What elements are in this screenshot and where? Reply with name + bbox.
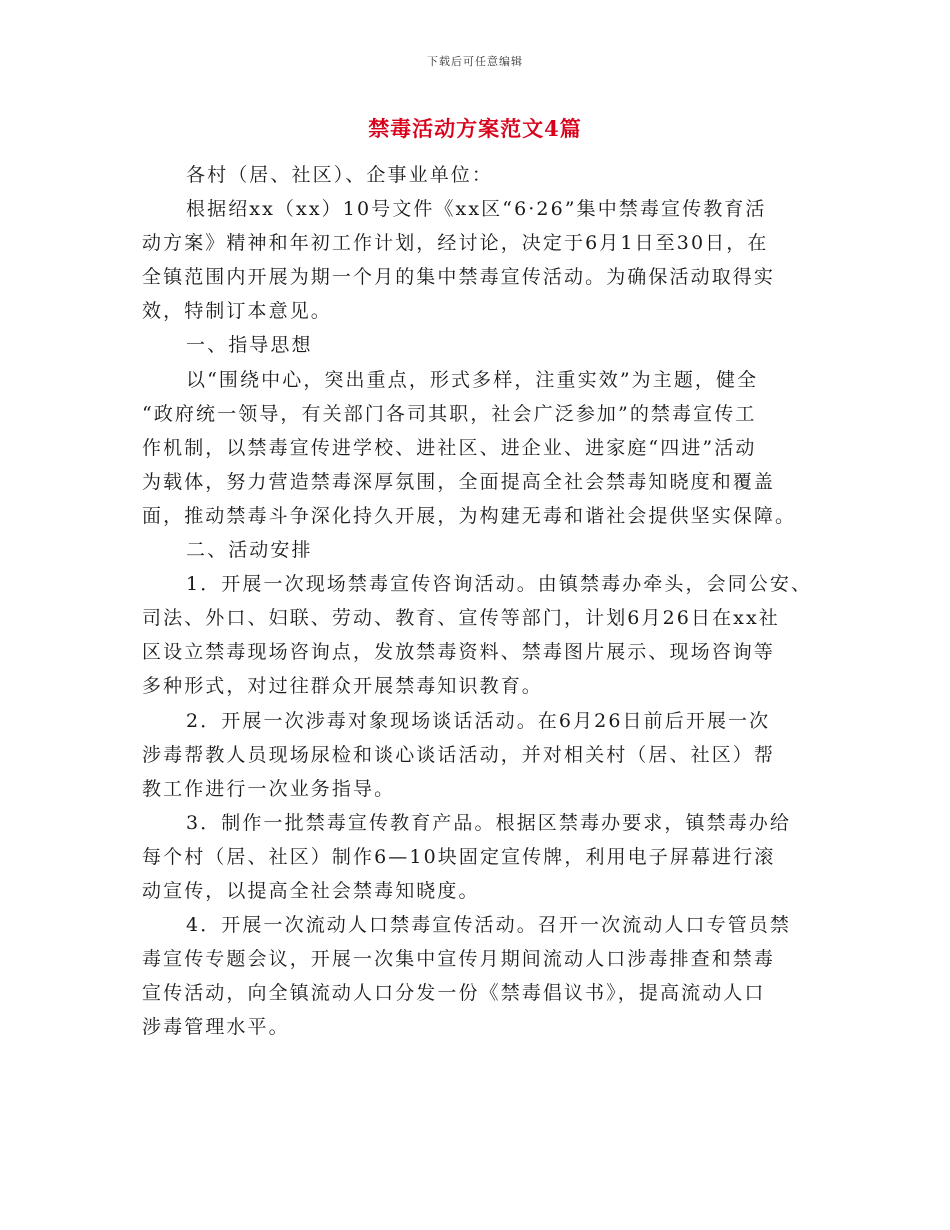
text-line: 涉毒帮教人员现场尿检和谈心谈话活动，并对相关村（居、社区）帮 bbox=[142, 743, 776, 766]
text-line: “政府统一领导，有关部门各司其职，社会广泛参加”的禁毒宣传工 bbox=[142, 402, 757, 425]
text-line: 动宣传，以提高全社会禁毒知晓度。 bbox=[142, 879, 480, 902]
text-line: 多种形式，对过往群众开展禁毒知识教育。 bbox=[142, 675, 543, 698]
text-line: 涉毒管理水平。 bbox=[142, 1016, 290, 1039]
text-line: 二、活动安排 bbox=[186, 539, 313, 562]
text-line: 教工作进行一次业务指导。 bbox=[142, 777, 396, 800]
text-line: 动方案》精神和年初工作计划，经讨论，决定于6月1日至30日，在 bbox=[142, 232, 769, 255]
header-note: 下载后可任意编辑 bbox=[427, 55, 523, 68]
text-line: 2．开展一次涉毒对象现场谈话活动。在6月26日前后开展一次 bbox=[186, 709, 771, 732]
text-line: 各村（居、社区）、企事业单位： bbox=[186, 164, 494, 186]
text-line: 为载体，努力营造禁毒深厚氛围，全面提高全社会禁毒知晓度和覆盖 bbox=[142, 470, 776, 493]
text-line: 1．开展一次现场禁毒宣传咨询活动。由镇禁毒办牵头，会同公安、 bbox=[186, 573, 813, 596]
text-line: 3．制作一批禁毒宣传教育产品。根据区禁毒办要求，镇禁毒办给 bbox=[186, 811, 791, 834]
text-line: 作机制，以禁毒宣传进学校、进社区、进企业、进家庭“四进”活动 bbox=[142, 436, 757, 459]
text-line: 根据绍xx（xx）10号文件《xx区“6·26”集中禁毒宣传教育活 bbox=[186, 198, 767, 221]
text-line: 面，推动禁毒斗争深化持久开展，为构建无毒和谐社会提供坚实保障。 bbox=[142, 504, 797, 527]
text-line: 宣传活动，向全镇流动人口分发一份《禁毒倡议书》，提高流动人口 bbox=[142, 982, 766, 1005]
text-line: 全镇范围内开展为期一个月的集中禁毒宣传活动。为确保活动取得实 bbox=[142, 266, 776, 289]
text-line: 司法、外口、妇联、劳动、教育、宣传等部门，计划6月26日在xx社 bbox=[142, 607, 780, 630]
text-line: 毒宣传专题会议，开展一次集中宣传月期间流动人口涉毒排查和禁毒 bbox=[142, 948, 776, 971]
text-line: 每个村（居、社区）制作6—10块固定宣传牌，利用电子屏幕进行滚 bbox=[142, 845, 776, 868]
text-line: 4．开展一次流动人口禁毒宣传活动。召开一次流动人口专管员禁 bbox=[186, 914, 791, 937]
text-line: 以“围绕中心，突出重点，形式多样，注重实效”为主题，健全 bbox=[186, 368, 759, 391]
document-title: 禁毒活动方案范文4篇 bbox=[368, 116, 582, 141]
text-line: 效，特制订本意见。 bbox=[142, 300, 332, 323]
text-line: 区设立禁毒现场咨询点，发放禁毒资料、禁毒图片展示、现场咨询等 bbox=[142, 641, 776, 664]
document-body bbox=[142, 158, 832, 1044]
text-line: 一、指导思想 bbox=[186, 334, 313, 357]
